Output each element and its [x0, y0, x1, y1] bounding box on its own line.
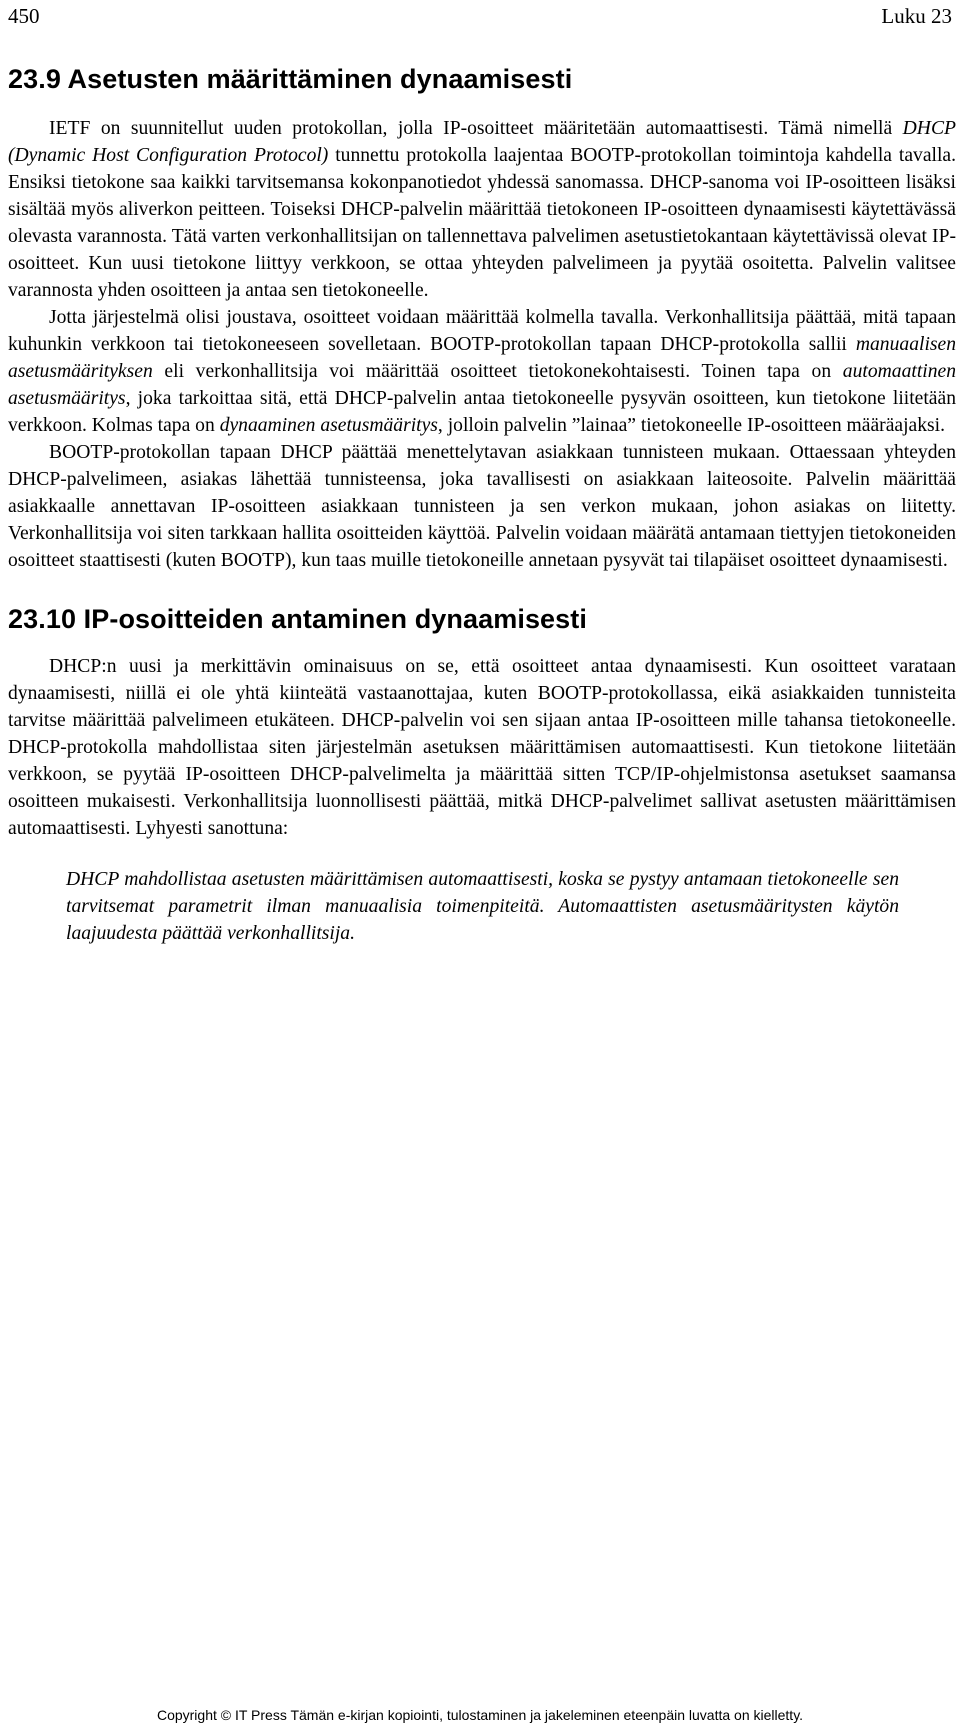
section-heading-23-10: 23.10 IP-osoitteiden antaminen dynaamisesti	[8, 604, 587, 634]
italic-term: manuaalisen asetusmäärityksen	[8, 334, 956, 382]
italic-term: dynaaminen asetusmääritys	[219, 415, 438, 436]
page-header	[8, 4, 952, 32]
italic-term: automaattinen asetusmääritys	[8, 361, 956, 409]
italic-term: DHCP (Dynamic Host Configuration Protocol)	[8, 118, 956, 166]
paragraph: BOOTP-protokollan tapaan DHCP päättää menettelytavan asiakkaan tunnisteen mukaan. Ottaessaan yhteyden DHCP-palvelimeen, asiakas lähettää tunnisteensa, joka tavallisesti on asiakkaan laiteosoite. Palvelin määrittää asiakkaalle annettavan IP-osoitteen asiakkaan tunnisteen ja sen verkon mukaan, johon asiakas on liitetty. Verkonhallitsija voi siten tarkkaan hallita osoitteiden käyttöä. Palvelin voidaan määrätä antamaan tiettyjen tietokoneiden osoitteet staattisesti (kuten BOOTP), kun taas muille tietokoneille annetaan pysyvät tai tilapäiset osoitteet dynaamisesti.	[8, 442, 956, 571]
chapter-label: Luku 23	[881, 4, 952, 28]
page-number: 450	[8, 4, 40, 28]
copyright-footer: Copyright © IT Press Tämän e-kirjan kopiointi, tulostaminen ja jakeleminen eteenpäin luvatta on kielletty.	[156, 1707, 804, 1723]
highlighted-quote: DHCP mahdollistaa asetusten määrittämisen automaattisesti, koska se pystyy antamaan tietokoneelle sen tarvitsemat parametrit ilman manuaalisia toimenpiteitä. Automaattisten asetusmääritysten käytön laajuudesta päättää verkonhallitsija.	[66, 869, 899, 944]
section-heading-23-9: 23.9 Asetusten määrittäminen dynaamisesti	[8, 64, 573, 94]
paragraph: DHCP:n uusi ja merkittävin ominaisuus on se, että osoitteet antaa dynaamisesti. Kun osoitteet varataan dynaamisesti, niillä ei ole yhtä kiinteätä vastaanottajaa, kuten BOOTP-protokollassa, eikä asiakkaiden tunnisteita tarvitse määrittää palvelimeen etukäteen. DHCP-palvelin voi sen sijaan antaa IP-osoitteen mille tahansa tietokoneelle. DHCP-protokolla mahdollistaa siten järjestelmän asetuksen määrittämisen automaattisesti. Kun tietokone liitetään verkkoon, se pyytää IP-osoitteen DHCP-palvelimelta ja määrittää sitten TCP/IP-ohjelmistonsa asetukset saamansa osoitteen mukaisesti. Verkonhallitsija luonnollisesti päättää, mitkä DHCP-palvelimet sallivat asetusten määrittämisen automaattisesti. Lyhyesti sanottuna:	[8, 656, 956, 839]
paragraph: Jotta järjestelmä olisi joustava, osoitteet voidaan määrittää kolmella tavalla. Verkonhallitsija päättää, mitä tapaan kuhunkin verkkoon tai tietokoneeseen sovelletaan. BOOTP-protokollan tapaan DHCP-protokolla sallii manuaalisen asetusmäärityksen eli verkonhallitsija voi määrittää osoitteet tietokonekohtaisesti. Toinen tapa on automaattinen asetusmääritys, joka tarkoittaa sitä, että DHCP-palvelin antaa tietokoneelle pysyvän osoitteen, kun tietokone liitetään verkkoon. Kolmas tapa on dynaaminen asetusmääritys, jolloin palvelin ”lainaa” tietokoneelle IP-osoitteen määräajaksi.	[8, 307, 956, 436]
paragraph: IETF on suunnitellut uuden protokollan, jolla IP-osoitteet määritetään automaattisesti. Tämä nimellä DHCP (Dynamic Host Configuration Protocol) tunnettu protokolla laajentaa BOOTP-protokollan toimintoja kahdella tavalla. Ensiksi tietokone saa kaikki tarvitsemansa kokonpanotiedot yhdessä sanomassa. DHCP-sanoma voi IP-osoitteen lisäksi sisältää myös aliverkon peitteen. Toiseksi DHCP-palvelin määrittää tietokoneen IP-osoitteen dynaamisesti käytettävässä olevasta varannosta. Tätä varten verkonhallitsijan on tallennettava palvelimen asetustietokantaan käytettävissä olevat IP-osoitteet. Kun uusi tietokone liittyy verkkoon, se ottaa yhteyden palvelimeen ja pyytää osoitetta. Palvelin valitsee varannosta yhden osoitteen ja antaa sen tietokoneelle.	[8, 118, 957, 301]
